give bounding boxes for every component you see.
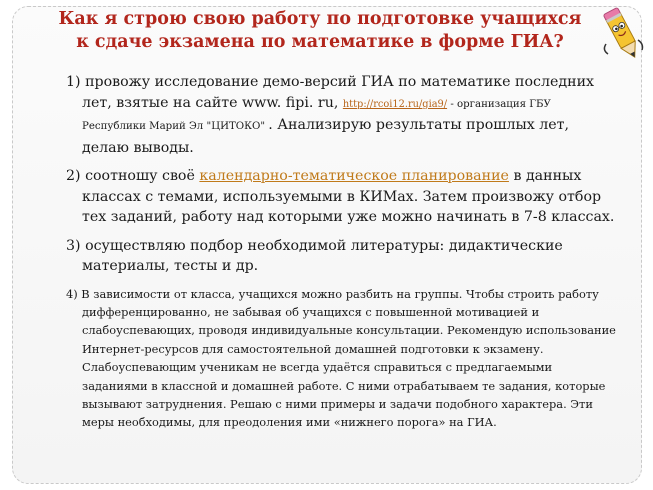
item-1-text: 1) провожу исследование демо-версий ГИА по математике последних лет, взятые на сайте www. fipi. ru, (66, 74, 595, 111)
rcoi-link[interactable]: http://rcoi12.ru/gia9/ (342, 98, 448, 110)
item-2-prefix: 2) соотношу своё (66, 168, 200, 184)
item-4-text: 4) В зависимости от класса, учащихся можно разбить на группы. Чтобы строить работу дифференцированно, не забывая об учащихся с повышенной мотивацией и слабоуспевающих, проводя индивидуальные консультации. Рекомендую использование Интернет-ресурсов для самостоятельной домашней подготовки к экзамену. Слабоуспевающим ученикам не всегда удаётся справиться с предлагаемыми заданиями в классной и домашней работе. С ними отрабатываем те задания, которые вызывают затруднения. Решаю с ними примеры и задачи подобного характера. Эти меры необходимы, для преодоления ими «нижнего порога» на ГИА. (66, 286, 616, 430)
list-item-1 (66, 72, 618, 158)
title-line-1: Как я строю свою работу по подготовке учащихся (58, 9, 582, 29)
list-item-3 (66, 236, 618, 277)
planning-link[interactable]: календарно-тематическое планирование (199, 168, 509, 184)
item-3-text: 3) осуществляю подбор необходимой литературы: дидактические материалы, тесты и др. (66, 237, 563, 274)
list-item-4 (66, 285, 618, 432)
title-line-2: к сдаче экзамена по математике в форме ГИА? (76, 32, 564, 52)
item-1-suffix: . Анализирую результаты прошлых лет, делаю выводы. (82, 117, 570, 156)
slide-content (66, 72, 618, 440)
item-2-suffix: в данных классах с темами, используемыми в КИМах. Затем произвожу отбор тех заданий, работу над которыми уже можно начинать в 7-8 классах. (82, 168, 615, 225)
list-item-2 (66, 166, 618, 228)
slide-title (40, 8, 600, 54)
pencil-mascot-icon (598, 4, 648, 66)
item-1-organization: - организация ГБУ Республики Марий Эл "ЦИТОКО" (82, 98, 551, 132)
